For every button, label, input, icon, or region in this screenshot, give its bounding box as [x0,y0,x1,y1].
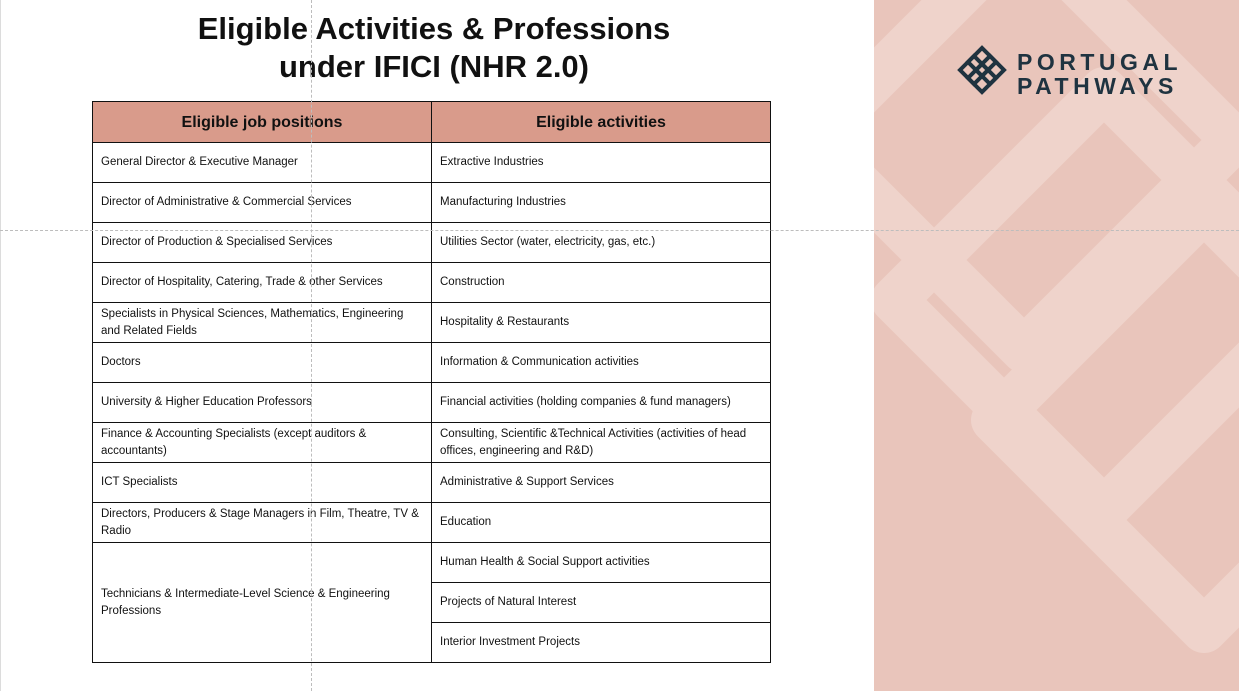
table-row [93,223,771,263]
activity-cell: Education [432,503,771,543]
horizontal-guide-line [0,230,1239,231]
activity-cell: Utilities Sector (water, electricity, gas, etc.) [432,223,771,263]
table-row [93,543,771,583]
table-row [93,143,771,183]
job-position-cell: General Director & Executive Manager [93,143,432,183]
job-position-cell: ICT Specialists [93,463,432,503]
activity-cell: Hospitality & Restaurants [432,303,771,343]
table-row [93,343,771,383]
table-row [93,503,771,543]
activity-cell: Information & Communication activities [432,343,771,383]
interlocking-diamond-logo-icon [956,44,1008,96]
job-position-cell: Director of Production & Specialised Services [93,223,432,263]
activity-cell: Interior Investment Projects [432,623,771,663]
table-row [93,463,771,503]
brand-wordmark [1017,50,1182,98]
table-header-row [93,102,771,143]
decorative-pattern [874,0,1239,691]
activity-cell: Administrative & Support Services [432,463,771,503]
job-position-cell: Director of Hospitality, Catering, Trade & other Services [93,263,432,303]
job-position-cell: Doctors [93,343,432,383]
title-line-2: under IFICI (NHR 2.0) [278,49,589,84]
header-job-positions: Eligible job positions [93,102,432,143]
activity-cell: Manufacturing Industries [432,183,771,223]
page-left-edge [0,0,1,691]
table-row [93,383,771,423]
job-position-cell: Directors, Producers & Stage Managers in Film, Theatre, TV & Radio [93,503,432,543]
activity-cell: Projects of Natural Interest [432,583,771,623]
header-activities: Eligible activities [432,102,771,143]
job-position-cell: Technicians & Intermediate-Level Science & Engineering Professions [93,543,432,663]
vertical-guide-line [311,0,312,691]
activity-cell: Human Health & Social Support activities [432,543,771,583]
table-row [93,423,771,463]
brand-line-1: PORTUGAL [1017,49,1183,75]
activity-cell: Financial activities (holding companies & fund managers) [432,383,771,423]
activity-cell: Consulting, Scientific &Technical Activities (activities of head offices, engineering and R&D) [432,423,771,463]
job-position-cell: Finance & Accounting Specialists (except auditors & accountants) [93,423,432,463]
job-position-cell: Director of Administrative & Commercial Services [93,183,432,223]
job-position-cell: Specialists in Physical Sciences, Mathematics, Engineering and Related Fields [93,303,432,343]
portugal-pathways-logo [956,44,1216,100]
table-row [93,183,771,223]
activity-cell: Construction [432,263,771,303]
brand-line-2: PATHWAYS [1017,73,1178,99]
page-title [92,10,776,86]
title-line-1: Eligible Activities & Professions [197,11,671,46]
eligibility-table [92,101,771,663]
activity-cell: Extractive Industries [432,143,771,183]
brand-panel [874,0,1239,691]
table-row [93,263,771,303]
job-position-cell: University & Higher Education Professors [93,383,432,423]
table-row [93,303,771,343]
